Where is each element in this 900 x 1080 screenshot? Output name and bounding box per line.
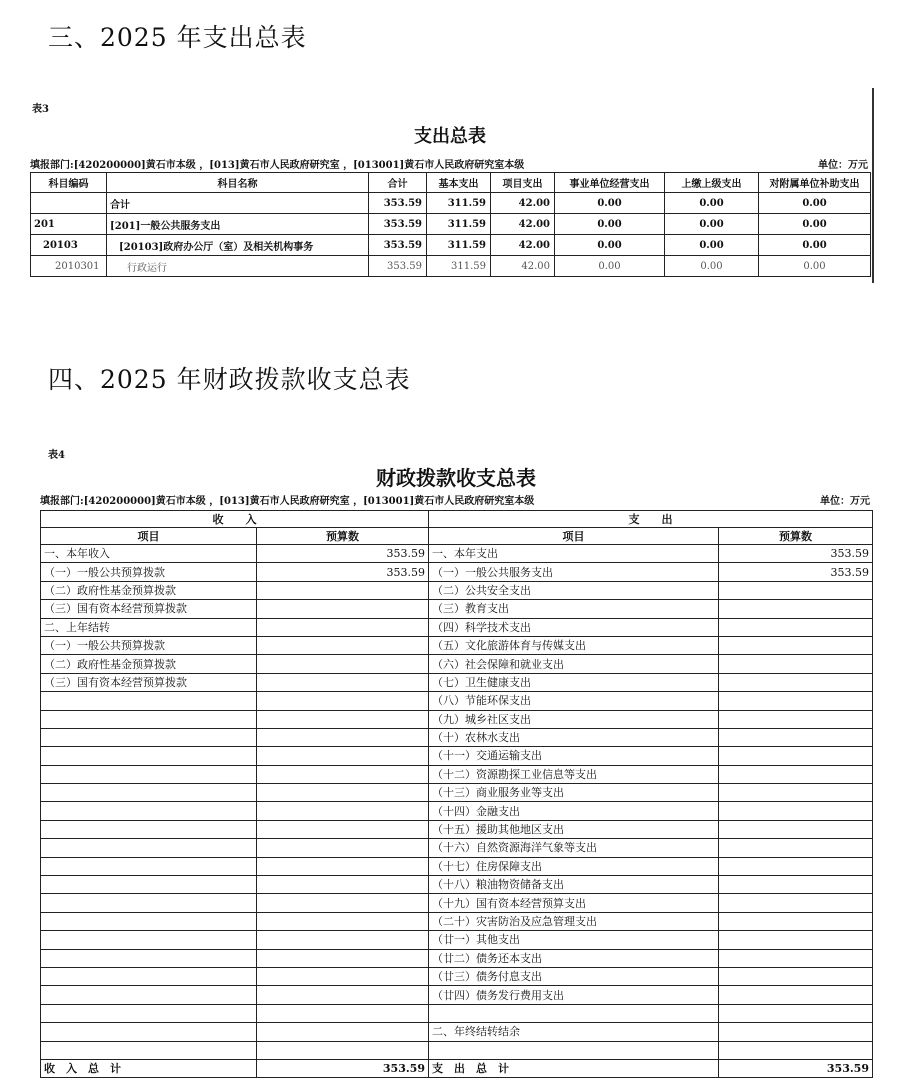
income-item-cell [41, 967, 257, 985]
expense-item-cell: （十三）商业服务业等支出 [429, 784, 719, 802]
table-row [41, 765, 873, 783]
table-row [41, 545, 873, 563]
expense-item-cell: （二）公共安全支出 [429, 581, 719, 599]
income-value-cell [257, 655, 429, 673]
table-cell-upper: 0.00 [665, 193, 759, 214]
income-item-cell [41, 931, 257, 949]
income-item-cell: （三）国有资本经营预算拨款 [41, 600, 257, 618]
income-value-cell [257, 710, 429, 728]
table-row [31, 214, 871, 235]
fiscal-appropriation-table [40, 510, 873, 1078]
expense-item-cell: （九）城乡社区支出 [429, 710, 719, 728]
table-row [41, 728, 873, 746]
table-cell-biz: 0.00 [555, 235, 665, 256]
expense-value-cell [719, 876, 873, 894]
table-row [41, 673, 873, 691]
income-value-cell [257, 876, 429, 894]
expense-item-cell: （十五）援助其他地区支出 [429, 820, 719, 838]
expense-item-cell [429, 1004, 719, 1022]
expense-value-cell [719, 820, 873, 838]
expense-value-cell [719, 710, 873, 728]
income-total-label: 收 入 总 计 [41, 1059, 257, 1077]
table-row [41, 802, 873, 820]
table3-header-row [31, 173, 871, 193]
income-item-cell [41, 728, 257, 746]
expense-item-cell: （六）社会保障和就业支出 [429, 655, 719, 673]
income-item-cell [41, 747, 257, 765]
expense-value-cell [719, 894, 873, 912]
table-cell-sub: 0.00 [759, 214, 871, 235]
income-item-cell: （三）国有资本经营预算拨款 [41, 673, 257, 691]
expense-item-cell: 一、本年支出 [429, 545, 719, 563]
table-cell-code: 20103 [31, 235, 107, 256]
table-cell-name: 行政运行 [107, 256, 369, 277]
income-value-cell [257, 692, 429, 710]
expense-value-cell [719, 1004, 873, 1022]
expense-value-cell [719, 784, 873, 802]
expense-value-cell [719, 673, 873, 691]
expense-value-cell [719, 1023, 873, 1041]
income-value-cell [257, 728, 429, 746]
table-cell-project: 42.00 [491, 256, 555, 277]
expense-value-cell [719, 931, 873, 949]
expense-value-cell [719, 655, 873, 673]
expense-summary-table [30, 172, 871, 277]
income-item-cell [41, 876, 257, 894]
section4-heading: 四、2025 年财政拨款收支总表 [48, 365, 411, 394]
expense-item-cell: （十一）交通运输支出 [429, 747, 719, 765]
expense-total-label: 支 出 总 计 [429, 1059, 719, 1077]
table-cell-basic: 311.59 [427, 193, 491, 214]
table-cell-name: [201]一般公共服务支出 [107, 214, 369, 235]
expense-value-cell [719, 636, 873, 654]
table-row [41, 986, 873, 1004]
expense-item-cell: （廿三）债务付息支出 [429, 967, 719, 985]
table-cell-basic: 311.59 [427, 235, 491, 256]
income-value-cell [257, 802, 429, 820]
scan-edge-line [872, 88, 874, 283]
table-cell-upper: 0.00 [665, 256, 759, 277]
income-item-cell [41, 839, 257, 857]
table-row [41, 894, 873, 912]
table-cell-code [31, 193, 107, 214]
table-cell-code: 201 [31, 214, 107, 235]
table-cell-sub: 0.00 [759, 256, 871, 277]
income-item-cell [41, 710, 257, 728]
table-row [41, 618, 873, 636]
expense-item-cell: （廿二）债务还本支出 [429, 949, 719, 967]
expense-value-cell [719, 618, 873, 636]
expense-total: 353.59 [719, 1059, 873, 1077]
table-row [41, 784, 873, 802]
income-item-cell: （一）一般公共预算拨款 [41, 636, 257, 654]
expense-item-cell: （二十）灾害防治及应急管理支出 [429, 912, 719, 930]
table-row [41, 636, 873, 654]
income-value-cell [257, 949, 429, 967]
expense-item-cell: （十七）住房保障支出 [429, 857, 719, 875]
income-item-cell: （二）政府性基金预算拨款 [41, 655, 257, 673]
income-item-cell [41, 692, 257, 710]
expense-value-cell [719, 967, 873, 985]
expense-item-cell: （十二）资源勘探工业信息等支出 [429, 765, 719, 783]
income-value-cell [257, 673, 429, 691]
section3-heading: 三、2025 年支出总表 [48, 23, 307, 52]
income-item-cell [41, 820, 257, 838]
expense-item-cell: （十四）金融支出 [429, 802, 719, 820]
table-cell-project: 42.00 [491, 193, 555, 214]
table-cell-biz: 0.00 [555, 256, 665, 277]
income-value-cell: 353.59 [257, 545, 429, 563]
income-item-cell [41, 949, 257, 967]
income-value-cell [257, 747, 429, 765]
expense-budget-header: 预算数 [719, 528, 873, 545]
expense-item-cell: （五）文化旅游体育与传媒支出 [429, 636, 719, 654]
table4-group-header [41, 511, 873, 528]
income-item-cell [41, 912, 257, 930]
expense-value-cell [719, 747, 873, 765]
table-row [41, 820, 873, 838]
table3-column-header: 事业单位经营支出 [555, 173, 665, 193]
income-item-cell [41, 1041, 257, 1059]
expense-item-cell: （十八）粮油物资储备支出 [429, 876, 719, 894]
table-row [31, 235, 871, 256]
table-row [41, 1004, 873, 1022]
table-row [41, 600, 873, 618]
table3-column-header: 项目支出 [491, 173, 555, 193]
expense-value-cell: 353.59 [719, 563, 873, 581]
income-item-cell [41, 894, 257, 912]
income-value-cell [257, 784, 429, 802]
income-item-cell [41, 857, 257, 875]
expense-value-cell [719, 802, 873, 820]
table-row [41, 949, 873, 967]
income-total: 353.59 [257, 1059, 429, 1077]
table-cell-basic: 311.59 [427, 256, 491, 277]
income-value-cell [257, 931, 429, 949]
table-cell-code: 2010301 [31, 256, 107, 277]
table-cell-upper: 0.00 [665, 214, 759, 235]
table3-dept: 填报部门:[420200000]黄石市本级 ，[013]黄石市人民政府研究室 ，[013001]黄石市人民政府研究室本级 [30, 160, 525, 171]
table-cell-project: 42.00 [491, 235, 555, 256]
table3-column-header: 科目编码 [31, 173, 107, 193]
income-value-cell [257, 839, 429, 857]
table-row [41, 857, 873, 875]
totals-row [41, 1059, 873, 1077]
expense-value-cell [719, 1041, 873, 1059]
table4-column-header [41, 528, 873, 545]
income-item-cell: （一）一般公共预算拨款 [41, 563, 257, 581]
table-row [31, 256, 871, 277]
table3-column-header: 对附属单位补助支出 [759, 173, 871, 193]
expense-value-cell [719, 600, 873, 618]
income-value-cell [257, 636, 429, 654]
expense-item-cell: （三）教育支出 [429, 600, 719, 618]
table3-column-header: 基本支出 [427, 173, 491, 193]
income-item-cell [41, 784, 257, 802]
expense-item-cell: （廿一）其他支出 [429, 931, 719, 949]
expense-value-cell [719, 949, 873, 967]
table-cell-name: [20103]政府办公厅（室）及相关机构事务 [107, 235, 369, 256]
income-item-cell [41, 986, 257, 1004]
table-cell-total: 353.59 [369, 256, 427, 277]
expense-item-cell: （一）一般公共服务支出 [429, 563, 719, 581]
income-value-cell [257, 765, 429, 783]
table3-unit: 单位：万元 [818, 160, 868, 171]
expense-item-cell: （廿四）债务发行费用支出 [429, 986, 719, 1004]
table4-dept: 填报部门:[420200000]黄石市本级 ，[013]黄石市人民政府研究室 ，[013001]黄石市人民政府研究室本级 [40, 496, 535, 507]
table-row [41, 931, 873, 949]
table-cell-total: 353.59 [369, 193, 427, 214]
expense-header: 支 出 [429, 511, 873, 528]
income-item-cell: （二）政府性基金预算拨款 [41, 581, 257, 599]
table-cell-upper: 0.00 [665, 235, 759, 256]
table-cell-basic: 311.59 [427, 214, 491, 235]
expense-value-cell [719, 581, 873, 599]
expense-item-cell: （七）卫生健康支出 [429, 673, 719, 691]
income-item-cell [41, 1023, 257, 1041]
expense-item-cell [429, 1041, 719, 1059]
table4-title: 财政拨款收支总表 [376, 466, 536, 490]
expense-value-cell [719, 839, 873, 857]
income-value-cell [257, 1004, 429, 1022]
expense-value-cell: 353.59 [719, 545, 873, 563]
income-value-cell [257, 894, 429, 912]
income-value-cell [257, 1023, 429, 1041]
table-row [41, 655, 873, 673]
table-cell-biz: 0.00 [555, 214, 665, 235]
expense-item-cell: （四）科学技术支出 [429, 618, 719, 636]
income-header: 收 入 [41, 511, 429, 528]
table-row [41, 581, 873, 599]
table-row [31, 193, 871, 214]
table-cell-project: 42.00 [491, 214, 555, 235]
expense-item-cell: （十）农林水支出 [429, 728, 719, 746]
income-value-cell: 353.59 [257, 563, 429, 581]
table-row [41, 967, 873, 985]
table-row [41, 876, 873, 894]
income-budget-header: 预算数 [257, 528, 429, 545]
table3-column-header: 上缴上级支出 [665, 173, 759, 193]
income-value-cell [257, 600, 429, 618]
table-row [41, 912, 873, 930]
expense-value-cell [719, 857, 873, 875]
table4-unit: 单位：万元 [820, 496, 870, 507]
table-row [41, 563, 873, 581]
income-value-cell [257, 912, 429, 930]
table3-title: 支出总表 [414, 126, 486, 147]
table4-number: 表4 [48, 450, 65, 461]
table-cell-sub: 0.00 [759, 193, 871, 214]
table-row [41, 747, 873, 765]
expense-item-cell: （八）节能环保支出 [429, 692, 719, 710]
expense-value-cell [719, 692, 873, 710]
expense-value-cell [719, 986, 873, 1004]
expense-value-cell [719, 765, 873, 783]
table3-column-header: 合计 [369, 173, 427, 193]
table-row [41, 1023, 873, 1041]
income-value-cell [257, 967, 429, 985]
table3-number: 表3 [32, 104, 49, 115]
table-cell-biz: 0.00 [555, 193, 665, 214]
expense-item-cell: （十九）国有资本经营预算支出 [429, 894, 719, 912]
table-cell-total: 353.59 [369, 214, 427, 235]
income-item-header: 项目 [41, 528, 257, 545]
income-item-cell: 一、本年收入 [41, 545, 257, 563]
income-item-cell [41, 1004, 257, 1022]
table-row [41, 1041, 873, 1059]
table-cell-sub: 0.00 [759, 235, 871, 256]
table-cell-total: 353.59 [369, 235, 427, 256]
expense-value-cell [719, 912, 873, 930]
income-item-cell [41, 765, 257, 783]
table-cell-name: 合计 [107, 193, 369, 214]
table-row [41, 710, 873, 728]
income-item-cell: 二、上年结转 [41, 618, 257, 636]
expense-item-cell: 二、年终结转结余 [429, 1023, 719, 1041]
income-value-cell [257, 820, 429, 838]
income-value-cell [257, 618, 429, 636]
table-row [41, 692, 873, 710]
income-item-cell [41, 802, 257, 820]
table3-column-header: 科目名称 [107, 173, 369, 193]
income-value-cell [257, 857, 429, 875]
expense-item-header: 项目 [429, 528, 719, 545]
income-value-cell [257, 581, 429, 599]
expense-value-cell [719, 728, 873, 746]
expense-item-cell: （十六）自然资源海洋气象等支出 [429, 839, 719, 857]
income-value-cell [257, 986, 429, 1004]
table-row [41, 839, 873, 857]
income-value-cell [257, 1041, 429, 1059]
